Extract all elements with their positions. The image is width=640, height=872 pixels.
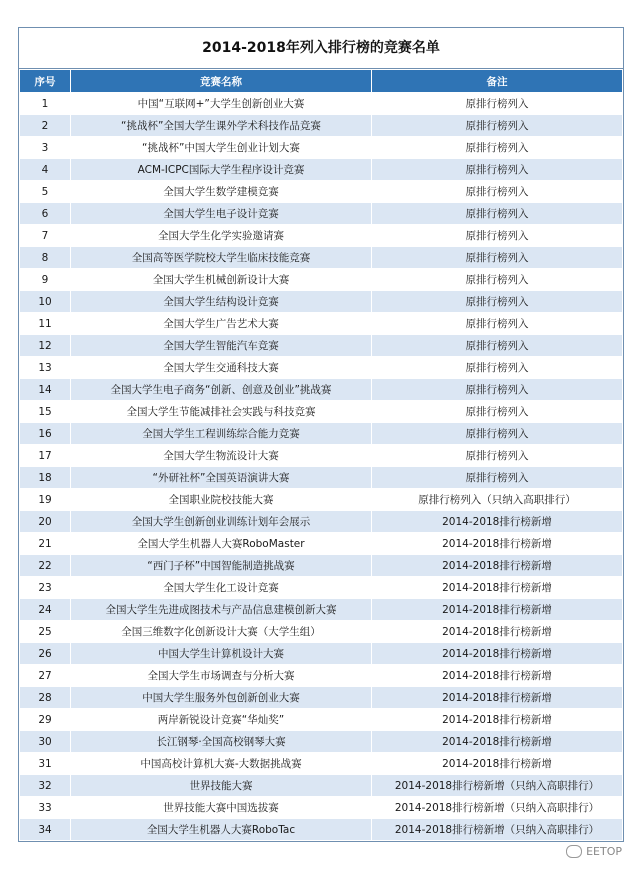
cell-note: 2014-2018排行榜新增: [372, 511, 623, 533]
cell-number: 27: [20, 665, 71, 687]
cell-number: 26: [20, 643, 71, 665]
cell-number: 11: [20, 313, 71, 335]
header-note: 备注: [372, 70, 623, 93]
competition-table: [19, 69, 623, 841]
cell-number: 34: [20, 819, 71, 841]
table-row: [20, 313, 623, 335]
cell-note: 原排行榜列入（只纳入高职排行）: [372, 489, 623, 511]
cell-note: 2014-2018排行榜新增（只纳入高职排行）: [372, 797, 623, 819]
table-row: [20, 819, 623, 841]
header-number: 序号: [20, 70, 71, 93]
cell-number: 17: [20, 445, 71, 467]
cell-competition-name: 全国大学生节能减排社会实践与科技竞赛: [71, 401, 372, 423]
cell-note: 原排行榜列入: [372, 203, 623, 225]
table-row: [20, 555, 623, 577]
table-row: [20, 511, 623, 533]
cell-number: 25: [20, 621, 71, 643]
cell-note: 2014-2018排行榜新增: [372, 709, 623, 731]
cell-competition-name: 全国大学生创新创业训练计划年会展示: [71, 511, 372, 533]
table-row: [20, 467, 623, 489]
cell-note: 2014-2018排行榜新增: [372, 665, 623, 687]
cell-note: 原排行榜列入: [372, 445, 623, 467]
table-row: [20, 137, 623, 159]
table-row: [20, 203, 623, 225]
cell-number: 9: [20, 269, 71, 291]
cell-number: 15: [20, 401, 71, 423]
cell-number: 4: [20, 159, 71, 181]
cell-note: 原排行榜列入: [372, 335, 623, 357]
cell-note: 原排行榜列入: [372, 357, 623, 379]
cell-note: 2014-2018排行榜新增: [372, 577, 623, 599]
cell-competition-name: 全国大学生广告艺术大赛: [71, 313, 372, 335]
cell-note: 原排行榜列入: [372, 291, 623, 313]
cell-number: 31: [20, 753, 71, 775]
cell-note: 2014-2018排行榜新增: [372, 599, 623, 621]
document-title: 2014-2018年列入排行榜的竞赛名单: [19, 28, 623, 69]
cell-competition-name: “外研社杯”全国英语演讲大赛: [71, 467, 372, 489]
cell-number: 20: [20, 511, 71, 533]
cell-number: 33: [20, 797, 71, 819]
cell-number: 14: [20, 379, 71, 401]
table-row: [20, 599, 623, 621]
cell-number: 28: [20, 687, 71, 709]
cell-number: 22: [20, 555, 71, 577]
cell-competition-name: 全国职业院校技能大赛: [71, 489, 372, 511]
cell-competition-name: 全国大学生化学实验邀请赛: [71, 225, 372, 247]
cell-note: 原排行榜列入: [372, 181, 623, 203]
cell-number: 16: [20, 423, 71, 445]
cell-number: 2: [20, 115, 71, 137]
cell-note: 原排行榜列入: [372, 137, 623, 159]
cell-competition-name: 全国大学生工程训练综合能力竞赛: [71, 423, 372, 445]
cell-number: 32: [20, 775, 71, 797]
cell-competition-name: 世界技能大赛中国选拔赛: [71, 797, 372, 819]
cell-number: 30: [20, 731, 71, 753]
cell-competition-name: 全国大学生先进成图技术与产品信息建模创新大赛: [71, 599, 372, 621]
cell-competition-name: “挑战杯”中国大学生创业计划大赛: [71, 137, 372, 159]
cell-note: 原排行榜列入: [372, 423, 623, 445]
cell-note: 2014-2018排行榜新增（只纳入高职排行）: [372, 775, 623, 797]
cell-note: 2014-2018排行榜新增（只纳入高职排行）: [372, 819, 623, 841]
cell-note: 2014-2018排行榜新增: [372, 753, 623, 775]
cell-competition-name: 全国大学生机器人大赛RoboMaster: [71, 533, 372, 555]
table-row: [20, 225, 623, 247]
cell-number: 29: [20, 709, 71, 731]
cell-competition-name: 全国大学生结构设计竞赛: [71, 291, 372, 313]
cell-number: 5: [20, 181, 71, 203]
table-row: [20, 401, 623, 423]
cell-competition-name: 全国大学生交通科技大赛: [71, 357, 372, 379]
table-row: [20, 731, 623, 753]
cell-number: 7: [20, 225, 71, 247]
cell-note: 原排行榜列入: [372, 401, 623, 423]
cell-competition-name: 世界技能大赛: [71, 775, 372, 797]
table-row: [20, 775, 623, 797]
cell-competition-name: 中国大学生计算机设计大赛: [71, 643, 372, 665]
table-row: [20, 665, 623, 687]
cell-note: 原排行榜列入: [372, 115, 623, 137]
cell-note: 2014-2018排行榜新增: [372, 643, 623, 665]
cell-note: 2014-2018排行榜新增: [372, 687, 623, 709]
table-row: [20, 93, 623, 115]
table-row: [20, 621, 623, 643]
cell-note: 原排行榜列入: [372, 93, 623, 115]
table-row: [20, 379, 623, 401]
cell-note: 2014-2018排行榜新增: [372, 533, 623, 555]
cell-note: 原排行榜列入: [372, 313, 623, 335]
table-row: [20, 357, 623, 379]
cell-competition-name: “挑战杯”全国大学生课外学术科技作品竞赛: [71, 115, 372, 137]
table-row: [20, 533, 623, 555]
cell-competition-name: 全国大学生市场调查与分析大赛: [71, 665, 372, 687]
cell-note: 2014-2018排行榜新增: [372, 731, 623, 753]
cell-number: 21: [20, 533, 71, 555]
competition-list-sheet: [18, 27, 624, 842]
cell-competition-name: 全国大学生机器人大赛RoboTac: [71, 819, 372, 841]
cell-note: 原排行榜列入: [372, 159, 623, 181]
cell-number: 12: [20, 335, 71, 357]
watermark: [566, 845, 622, 858]
table-row: [20, 115, 623, 137]
cell-number: 6: [20, 203, 71, 225]
cell-number: 13: [20, 357, 71, 379]
cell-number: 1: [20, 93, 71, 115]
cell-note: 原排行榜列入: [372, 269, 623, 291]
cell-number: 3: [20, 137, 71, 159]
cell-competition-name: 全国大学生智能汽车竞赛: [71, 335, 372, 357]
cell-note: 原排行榜列入: [372, 225, 623, 247]
table-row: [20, 753, 623, 775]
cell-note: 原排行榜列入: [372, 379, 623, 401]
cell-competition-name: 全国三维数字化创新设计大赛（大学生组）: [71, 621, 372, 643]
cell-number: 18: [20, 467, 71, 489]
table-row: [20, 643, 623, 665]
cell-number: 19: [20, 489, 71, 511]
cell-competition-name: 长江钢琴·全国高校钢琴大赛: [71, 731, 372, 753]
table-row: [20, 181, 623, 203]
cell-note: 2014-2018排行榜新增: [372, 621, 623, 643]
cell-competition-name: 全国大学生电子设计竞赛: [71, 203, 372, 225]
table-header-row: [20, 70, 623, 93]
table-row: [20, 269, 623, 291]
table-row: [20, 335, 623, 357]
table-row: [20, 797, 623, 819]
cell-competition-name: 全国大学生物流设计大赛: [71, 445, 372, 467]
cell-competition-name: 中国大学生服务外包创新创业大赛: [71, 687, 372, 709]
table-row: [20, 445, 623, 467]
cell-competition-name: 中国高校计算机大赛-大数据挑战赛: [71, 753, 372, 775]
header-competition-name: 竞赛名称: [71, 70, 372, 93]
cell-competition-name: 全国大学生化工设计竞赛: [71, 577, 372, 599]
cell-number: 23: [20, 577, 71, 599]
cell-competition-name: 全国高等医学院校大学生临床技能竞赛: [71, 247, 372, 269]
table-row: [20, 577, 623, 599]
cell-competition-name: “西门子杯”中国智能制造挑战赛: [71, 555, 372, 577]
table-row: [20, 159, 623, 181]
cell-number: 10: [20, 291, 71, 313]
cell-note: 原排行榜列入: [372, 247, 623, 269]
cell-note: 2014-2018排行榜新增: [372, 555, 623, 577]
cell-competition-name: 全国大学生电子商务“创新、创意及创业”挑战赛: [71, 379, 372, 401]
cell-note: 原排行榜列入: [372, 467, 623, 489]
table-row: [20, 489, 623, 511]
table-row: [20, 709, 623, 731]
table-row: [20, 687, 623, 709]
watermark-text: EETOP: [586, 845, 622, 858]
cell-competition-name: 中国“互联网+”大学生创新创业大赛: [71, 93, 372, 115]
table-row: [20, 247, 623, 269]
cell-competition-name: ACM-ICPC国际大学生程序设计竞赛: [71, 159, 372, 181]
cell-competition-name: 两岸新锐设计竞赛“华灿奖”: [71, 709, 372, 731]
cell-competition-name: 全国大学生机械创新设计大赛: [71, 269, 372, 291]
wechat-icon: [566, 845, 582, 858]
table-row: [20, 423, 623, 445]
cell-competition-name: 全国大学生数学建模竞赛: [71, 181, 372, 203]
cell-number: 24: [20, 599, 71, 621]
table-row: [20, 291, 623, 313]
cell-number: 8: [20, 247, 71, 269]
